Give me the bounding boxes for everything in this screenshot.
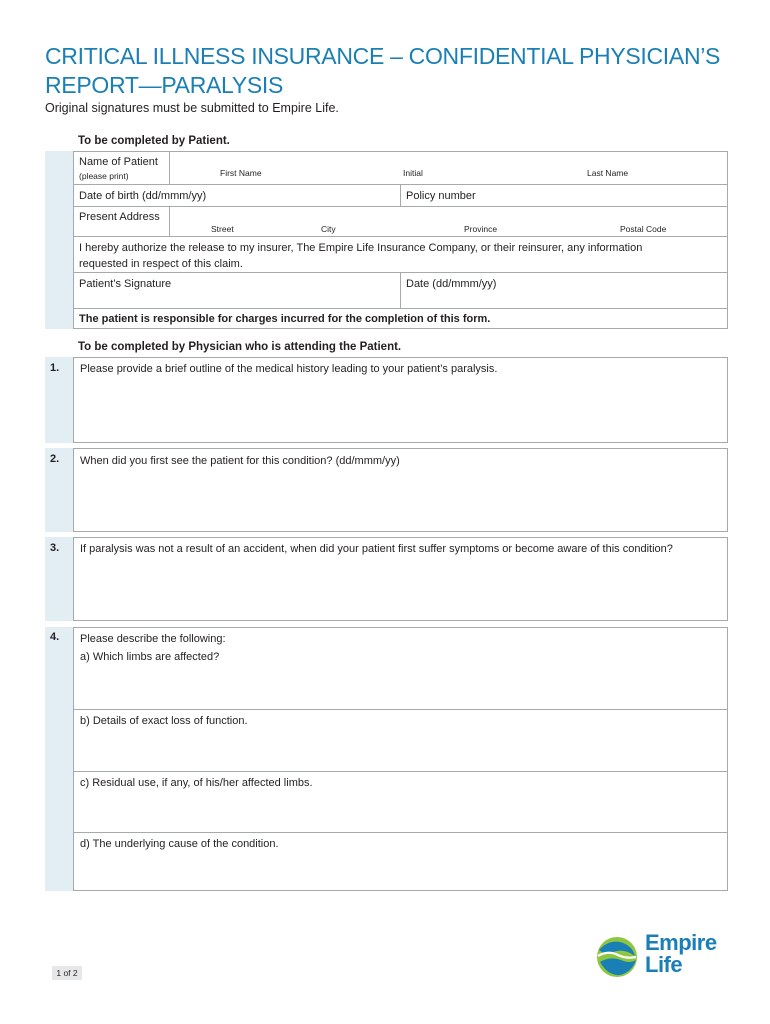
q2-number: 2.: [50, 453, 60, 465]
page-title: CRITICAL ILLNESS INSURANCE – CONFIDENTIAL PHYSICIAN’S REPORT—PARALYSIS: [45, 43, 721, 98]
logo-wordmark: [645, 932, 717, 976]
signature-label: Patient’s Signature: [79, 278, 172, 290]
q1-answer-box[interactable]: [73, 357, 728, 443]
patient-name-field[interactable]: [169, 152, 727, 184]
q4-text: Please describe the following:: [80, 633, 226, 645]
patient-signature-field[interactable]: [74, 272, 400, 308]
last-name-label: Last Name: [587, 168, 629, 178]
address-label-cell: [74, 206, 169, 236]
charges-note: The patient is responsible for charges incurred for the completion of this form.: [79, 313, 491, 325]
authorization-line-1: I hereby authorize the release to my insurer, The Empire Life Insurance Company, or their reinsurer, any information: [79, 242, 643, 254]
q1-number: 1.: [50, 362, 60, 374]
city-label: City: [321, 224, 336, 234]
dob-field[interactable]: [74, 184, 400, 206]
q4-number: 4.: [50, 631, 60, 643]
dob-label: Date of birth (dd/mmm/yy): [79, 190, 207, 202]
address-label: Present Address: [79, 211, 160, 223]
street-label: Street: [211, 224, 234, 234]
q2-text: When did you first see the patient for this condition? (dd/mmm/yy): [80, 455, 400, 467]
name-label: Name of Patient: [79, 156, 158, 168]
date-label: Date (dd/mmm/yy): [406, 278, 497, 290]
name-sublabel: (please print): [79, 171, 129, 181]
q3-number: 3.: [50, 542, 60, 554]
empire-life-logo-icon: [596, 936, 638, 978]
authorization-line-2: requested in respect of this claim.: [79, 258, 243, 270]
first-name-label: First Name: [220, 168, 262, 178]
q3-answer-box[interactable]: [73, 537, 728, 621]
q4-strip: [45, 627, 73, 891]
q4-box: [73, 627, 728, 891]
q4d-answer-field[interactable]: [74, 832, 727, 890]
q1-text: Please provide a brief outline of the medical history leading to your patient’s paralysis.: [80, 363, 498, 375]
policy-label: Policy number: [406, 190, 476, 202]
name-label-cell: [74, 152, 169, 184]
q4b-answer-field[interactable]: [74, 709, 727, 771]
q4c-answer-field[interactable]: [74, 771, 727, 832]
patient-info-box: [73, 151, 728, 329]
logo-word-life: Life: [645, 952, 683, 977]
q4d-text: d) The underlying cause of the condition.: [80, 838, 279, 850]
subtitle: Original signatures must be submitted to Empire Life.: [45, 101, 339, 115]
logo-word-empire: Empire: [645, 930, 717, 955]
page-number: 1 of 2: [52, 966, 82, 980]
patient-section-heading: To be completed by Patient.: [78, 135, 230, 147]
province-label: Province: [464, 224, 498, 234]
q2-answer-box[interactable]: [73, 448, 728, 532]
policy-number-field[interactable]: [400, 184, 727, 206]
signature-date-field[interactable]: [400, 272, 727, 308]
initial-label: Initial: [403, 168, 423, 178]
q4b-text: b) Details of exact loss of function.: [80, 715, 248, 727]
address-field[interactable]: [169, 206, 727, 236]
q4c-text: c) Residual use, if any, of his/her affected limbs.: [80, 777, 313, 789]
charges-note-cell: [74, 308, 727, 328]
empire-life-logo: [596, 932, 726, 980]
q4a-answer-field[interactable]: [74, 648, 727, 709]
authorization-text: [74, 236, 727, 272]
patient-section-strip: [45, 151, 73, 329]
physician-section-heading: To be completed by Physician who is attending the Patient.: [78, 341, 402, 353]
q4a-text: a) Which limbs are affected?: [80, 651, 220, 663]
q3-text: If paralysis was not a result of an accident, when did your patient first suffer symptoms or become aware of this condition?: [80, 543, 673, 555]
postal-code-label: Postal Code: [620, 224, 667, 234]
